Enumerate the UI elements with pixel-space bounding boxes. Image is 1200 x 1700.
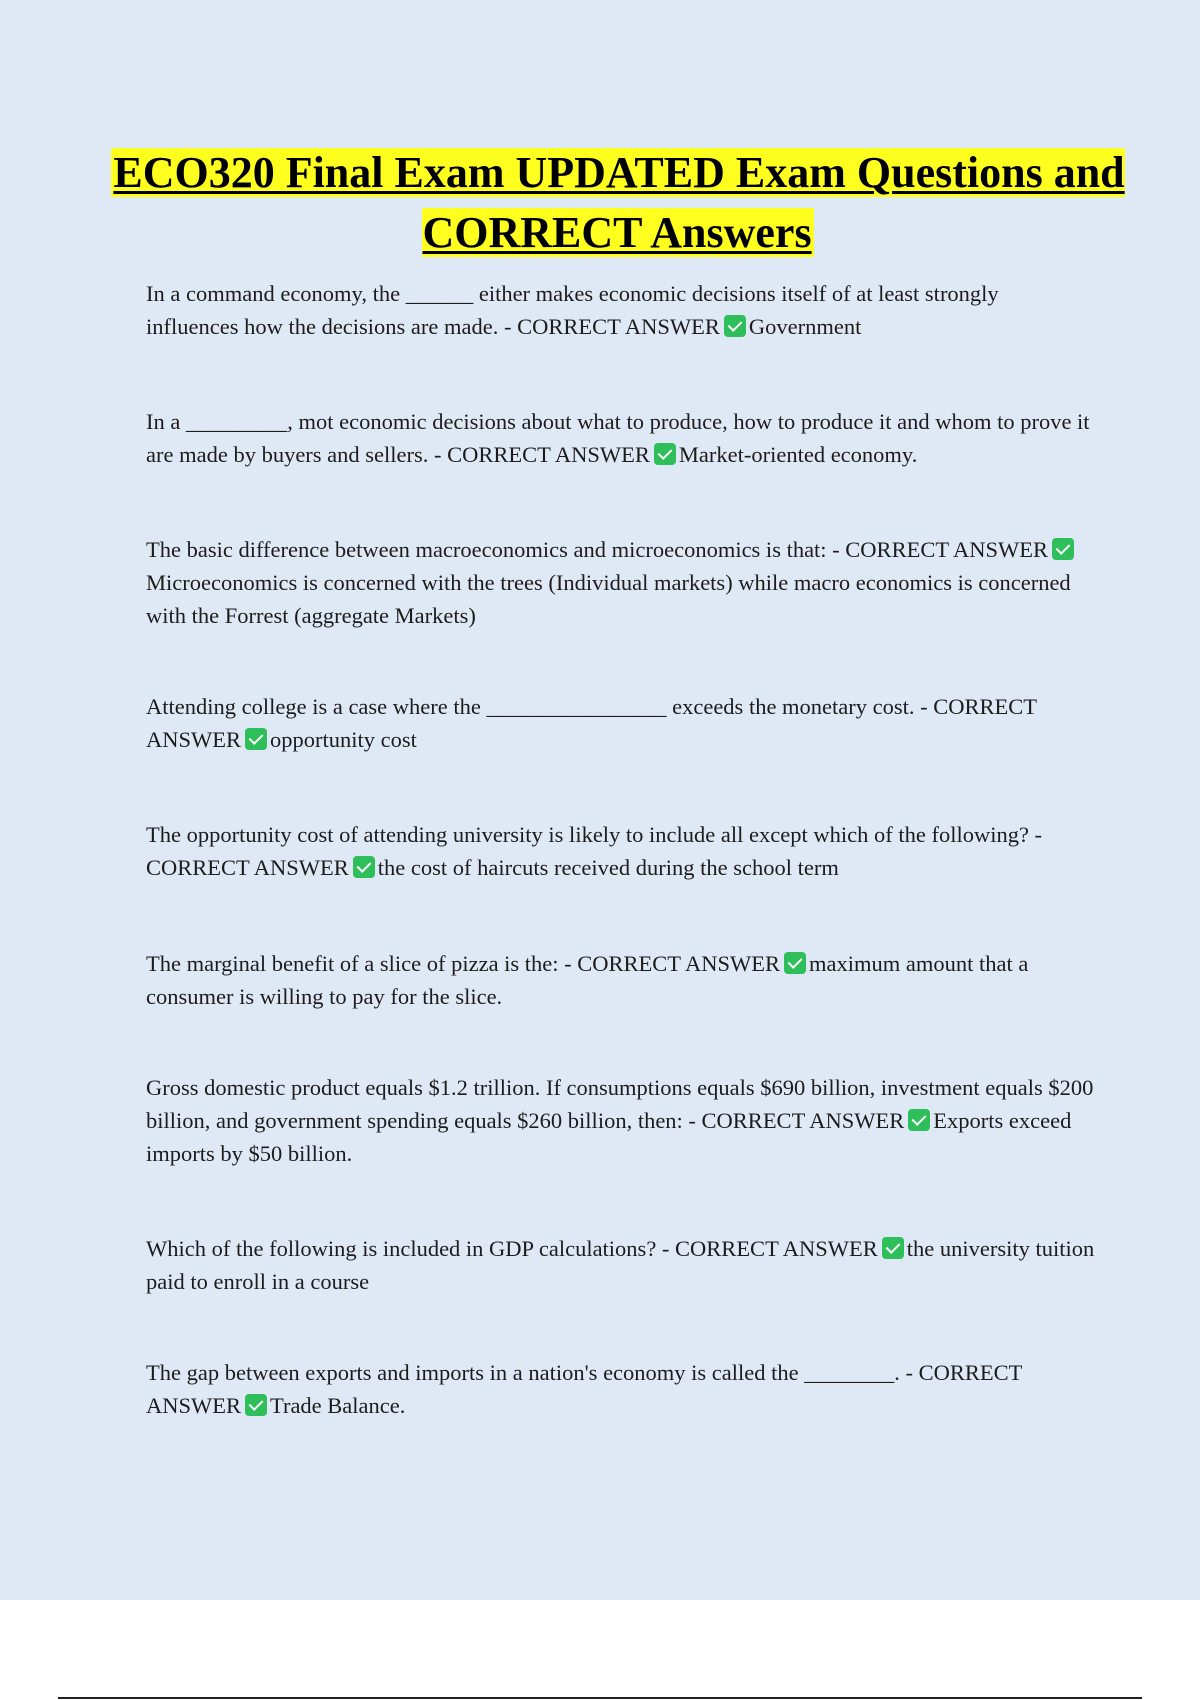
document-title xyxy=(0,143,1200,263)
qa-item xyxy=(146,533,1096,632)
question-text: In a command economy, the ______ either makes economic decisions itself of at least strongly influences how the decisions are made. - CORRECT ANSWER xyxy=(146,281,999,339)
answer-text: Trade Balance. xyxy=(270,1393,406,1418)
question-text: The opportunity cost of attending university is likely to include all except which of the following? - CORRECT ANSWER xyxy=(146,822,1043,880)
green-checkmark-icon xyxy=(882,1237,904,1259)
footer-divider xyxy=(58,1697,1142,1699)
qa-item xyxy=(146,405,1096,471)
answer-text: the cost of haircuts received during the school term xyxy=(377,855,839,880)
green-checkmark-icon xyxy=(784,952,806,974)
green-checkmark-icon xyxy=(245,1394,267,1416)
green-checkmark-icon xyxy=(908,1109,930,1131)
qa-item xyxy=(146,1071,1096,1170)
question-text: Which of the following is included in GDP calculations? - CORRECT ANSWER xyxy=(146,1236,878,1261)
answer-text: opportunity cost xyxy=(270,727,417,752)
qa-item xyxy=(146,947,1096,1013)
qa-item xyxy=(146,277,1096,343)
qa-item xyxy=(146,818,1096,884)
answer-text: the university tuition paid to enroll in a course xyxy=(146,1236,1095,1294)
question-text: The basic difference between macroeconomics and microeconomics is that: - CORRECT ANSWER xyxy=(146,537,1049,562)
question-text: Attending college is a case where the ________________ exceeds the monetary cost. - CORRECT ANSWER xyxy=(146,694,1037,752)
answer-text: maximum amount that a consumer is willing to pay for the slice. xyxy=(146,951,1029,1009)
qa-item xyxy=(146,1356,1096,1422)
green-checkmark-icon xyxy=(1052,538,1074,560)
green-checkmark-icon xyxy=(724,315,746,337)
answer-text: Microeconomics is concerned with the trees (Individual markets) while macro economics is concerned with the Forrest (aggregate Markets) xyxy=(146,570,1071,628)
answer-text: Market-oriented economy. xyxy=(678,442,918,467)
answer-text: Exports exceed imports by $50 billion. xyxy=(146,1108,1072,1166)
question-text: Gross domestic product equals $1.2 trillion. If consumptions equals $690 billion, investment equals $200 billion, and government spending equals $260 billion, then: - CORRECT ANSWER xyxy=(146,1075,1094,1133)
answer-text: Government xyxy=(748,314,862,339)
green-checkmark-icon xyxy=(353,856,375,878)
question-text: The marginal benefit of a slice of pizza is the: - CORRECT ANSWER xyxy=(146,951,781,976)
qa-item xyxy=(146,1232,1096,1298)
qa-item xyxy=(146,690,1096,756)
green-checkmark-icon xyxy=(654,443,676,465)
question-text: The gap between exports and imports in a nation's economy is called the ________. - CORRECT ANSWER xyxy=(146,1360,1022,1418)
green-checkmark-icon xyxy=(245,728,267,750)
document-title-text: ECO320 Final Exam UPDATED Exam Questions and CORRECT Answers xyxy=(113,148,1125,257)
question-text: In a _________, mot economic decisions about what to produce, how to produce it and whom to prove it are made by buyers and sellers. - CORRECT ANSWER xyxy=(146,409,1090,467)
